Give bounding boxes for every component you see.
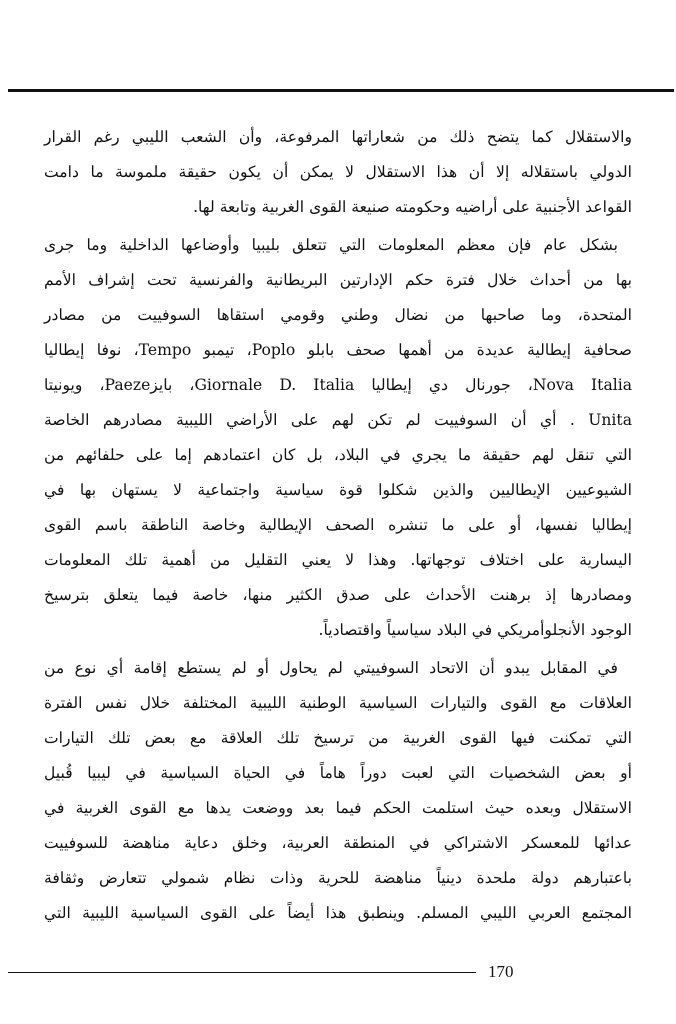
text-line: الدولي باستقلاله إلا أن هذا الاستقلال لا يمكن أن يكون حقيقة ملموسة ما دامت: [44, 163, 632, 181]
text-line: صحافية إيطالية عديدة من أهمها صحف بابلو Poplo، تيمبو Tempo، نوفا إيطاليا: [44, 341, 632, 359]
text-line: في المقابل يبدو أن الاتحاد السوفييتي لم يحاول أو لم يستطع إقامة أي نوع من: [44, 659, 618, 677]
header-rule: [8, 89, 674, 92]
text-line: اليسارية على اختلاف توجهاتها. وهذا لا يعني التقليل من أهمية تلك المعلومات: [44, 551, 632, 569]
text-line: عدائها للمعسكر الاشتراكي في المنطقة العربية، وخلق دعاية مناهضة للسوفييت: [44, 834, 632, 852]
text-line: الوجود الأنجلوأمريكي في البلاد سياسياً واقتصادياً.: [318, 621, 632, 639]
text-line: أو بعض الشخصيات التي لعبت دوراً هاماً في الحياة السياسية في ليبيا قُبيل: [44, 764, 632, 782]
text-line: التي تنقل لهم حقيقة ما يجري في البلاد، بل كان اعتمادهم إما على حلفائهم من: [44, 446, 632, 464]
paragraph-1: [44, 120, 632, 225]
text-line: والاستقلال كما يتضح ذلك من شعاراتها المرفوعة، وأن الشعب الليبي رغم القرار: [44, 128, 632, 146]
body-text: [44, 120, 632, 931]
text-line: بها من أحداث خلال فترة حكم الإدارتين البريطانية والفرنسية تحت إشراف الأمم: [44, 271, 632, 289]
text-line: المجتمع العربي الليبي المسلم. وينطبق هذا أيضاً على القوى السياسية الليبية التي: [44, 904, 632, 922]
text-line: Nova Italia، جورنال دي إيطاليا Giornale D. Italia، بايزPaeze، ويونيتا: [44, 376, 633, 394]
text-line: إيطاليا نفسها، أو على ما تنشره الصحف الإيطالية وخاصة الناطقة باسم القوى: [44, 516, 632, 534]
text-line: ومصادرها إذ برهنت الأحداث على صدق الكثير منها، خاصة فيما يتعلق بترسيخ: [44, 586, 632, 604]
paragraph-3: [44, 651, 632, 931]
text-line: الاستقلال وبعده حيث استلمت الحكم فيما بعد ووضعت يدها مع القوى الغربية في: [44, 799, 632, 817]
text-line: التي تمكنت فيها القوى الغربية من ترسيخ تلك العلاقة مع بعض تلك التيارات: [44, 729, 632, 747]
text-line: العلاقات مع القوى والتيارات السياسية الوطنية الليبية المختلفة خلال نفس الفترة: [44, 694, 632, 712]
page-number: 170: [488, 962, 514, 981]
text-line: القواعد الأجنبية على أراضيه وحكومته صنيعة القوى الغربية وتابعة لها.: [193, 198, 632, 216]
footer-rule: [8, 972, 476, 973]
text-line: المتحدة، وما صاحبها من نضال وطني وقومي استقاها السوفييت من مصادر: [44, 306, 632, 324]
text-line: Unita . أي أن السوفييت لم تكن لهم على الأراضي الليبية مصادرهم الخاصة: [44, 411, 632, 429]
paragraph-2: [44, 228, 632, 648]
text-line: باعتبارهم دولة ملحدة دينياً مناهضة للحرية وذات نظام شمولي تتعارض وثقافة: [44, 869, 632, 887]
text-line: الشيوعيين الإيطاليين والذين شكلوا قوة سياسية واجتماعية لا يستهان بها في: [44, 481, 632, 499]
text-line: بشكل عام فإن معظم المعلومات التي تتعلق بليبيا وأوضاعها الداخلية وما جرى: [44, 236, 618, 254]
